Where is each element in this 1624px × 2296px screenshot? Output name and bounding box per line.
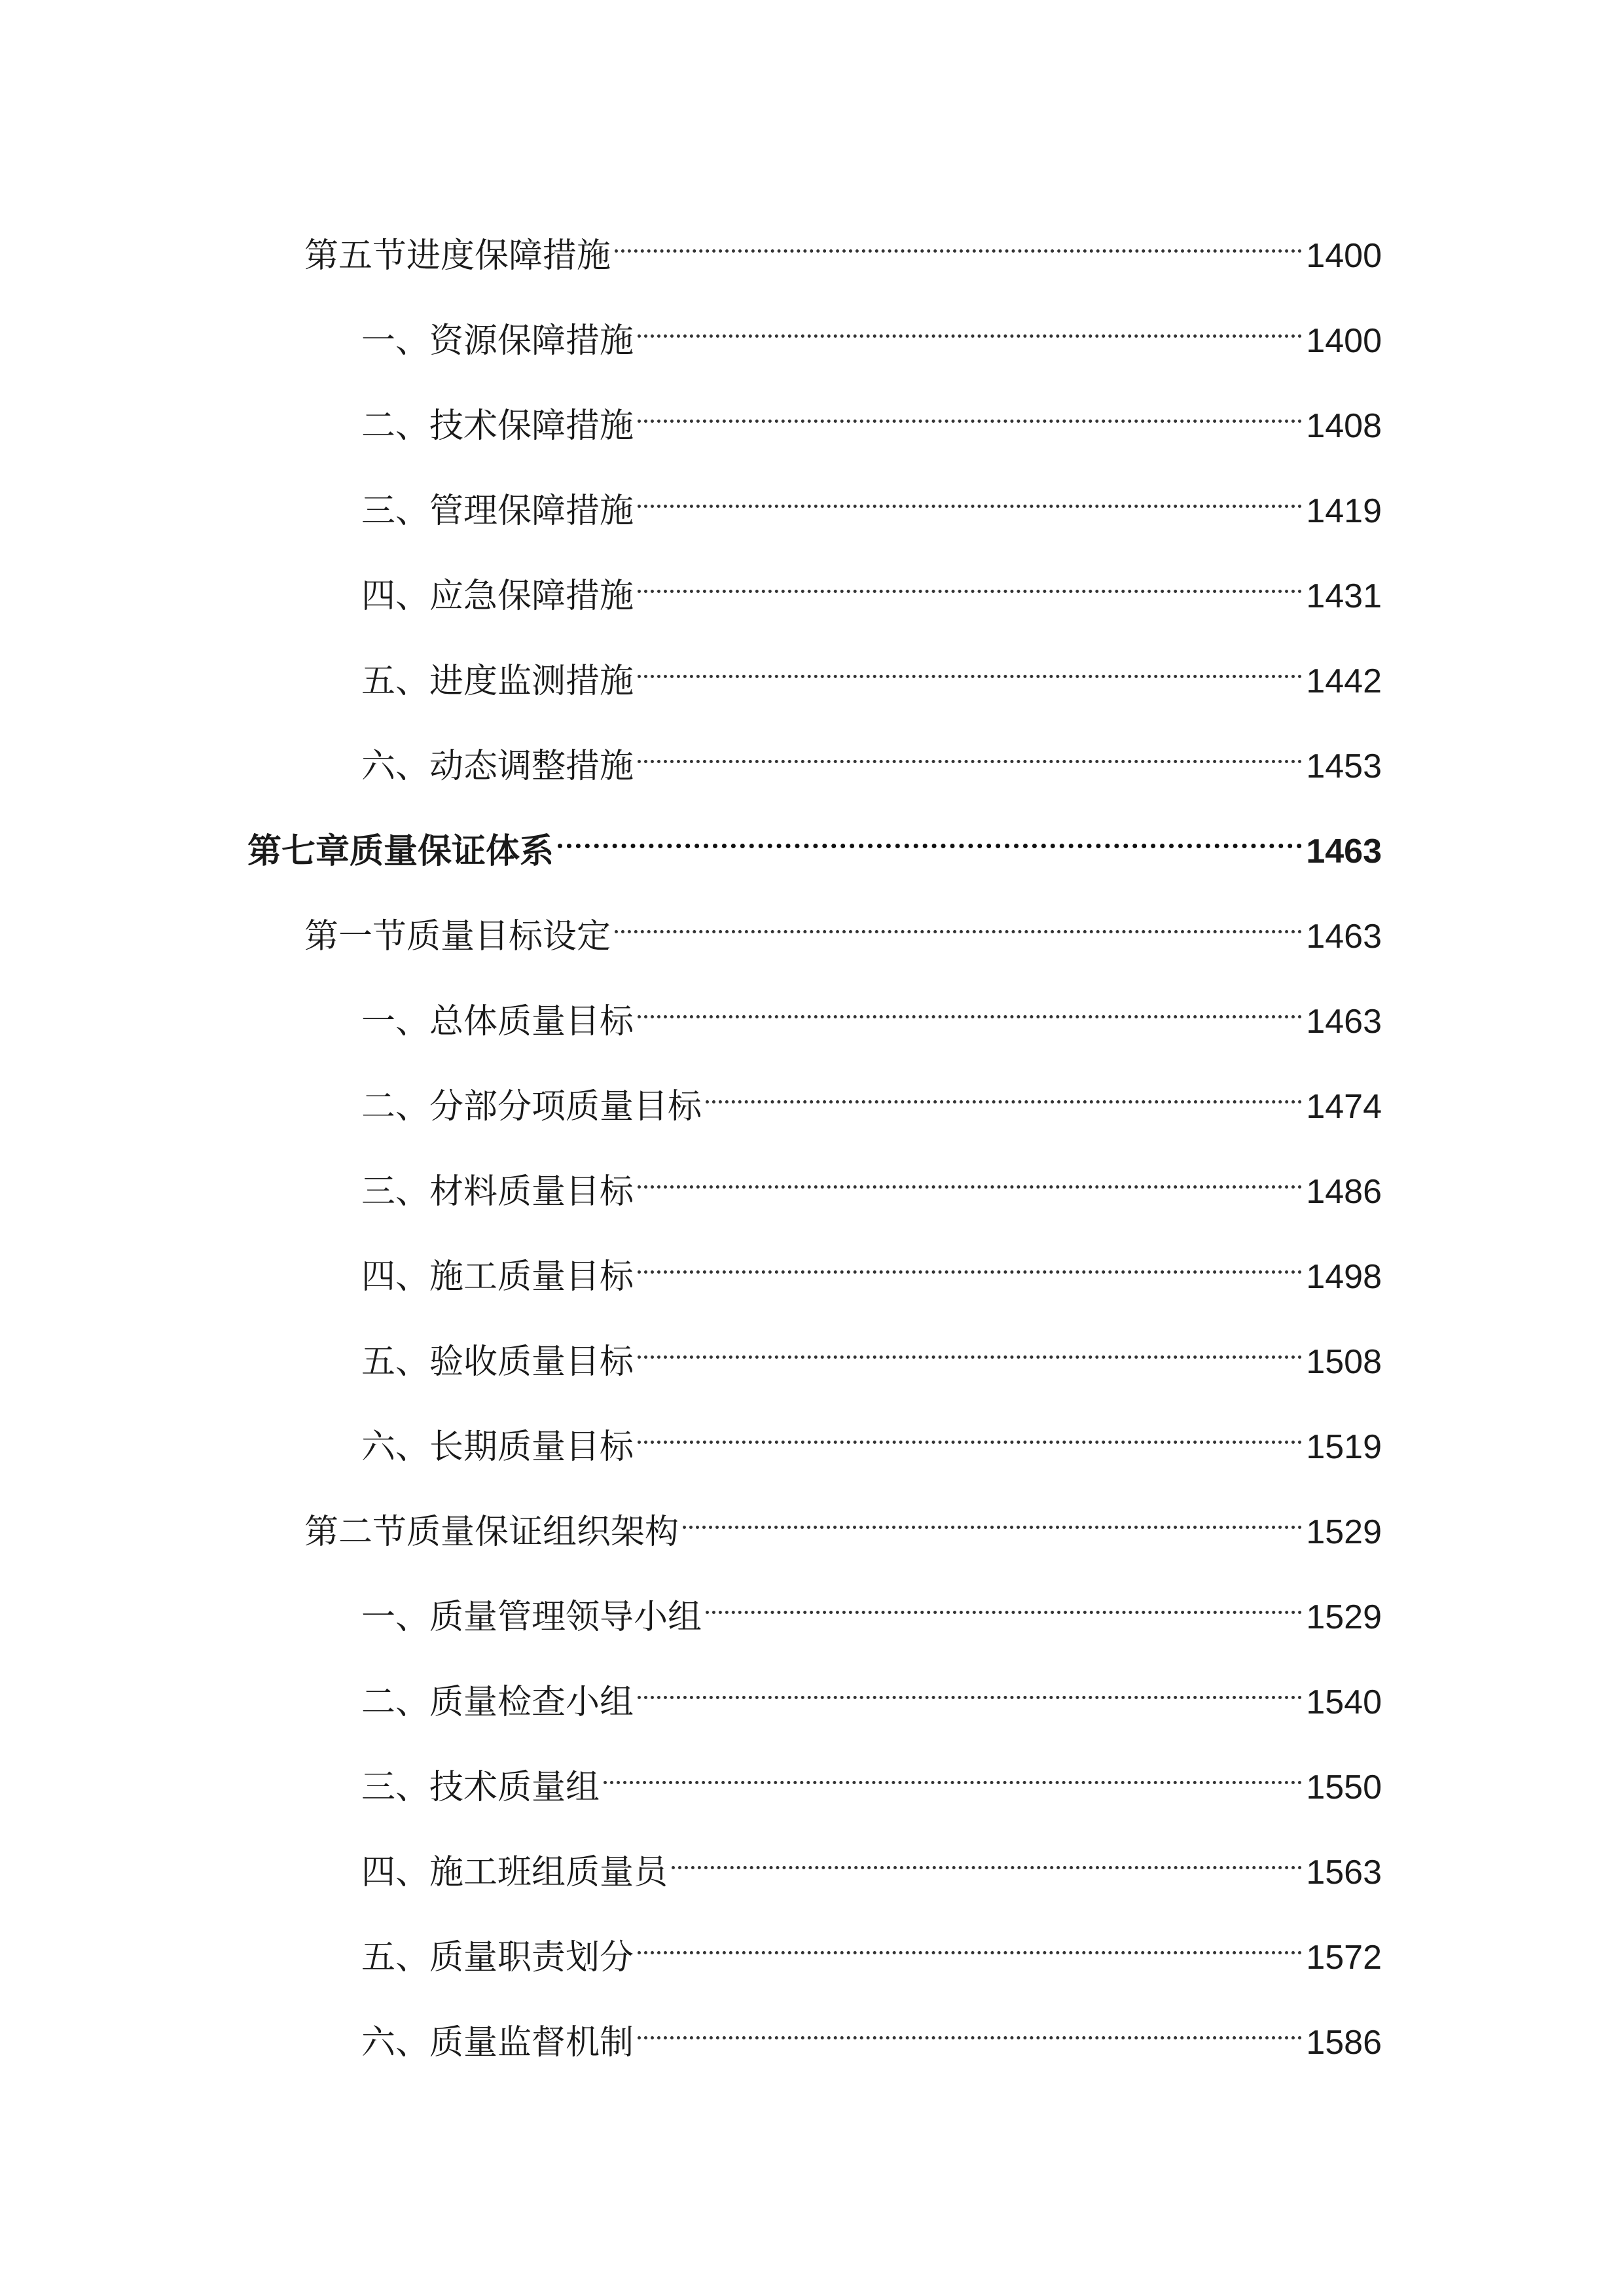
toc-entry-subsection[interactable] — [361, 2001, 1382, 2062]
dot-leader — [638, 555, 1302, 607]
toc-entry-subsection[interactable] — [361, 300, 1382, 361]
toc-entry-subsection[interactable] — [361, 1661, 1382, 1722]
dot-leader — [672, 1831, 1302, 1884]
toc-entry-page: 1586 — [1306, 2024, 1382, 2062]
dot-leader — [604, 1746, 1302, 1799]
toc-entry-page: 1442 — [1306, 662, 1382, 700]
dot-leader — [638, 300, 1302, 352]
toc-entry-title: 第二节质量保证组织架构 — [304, 1513, 679, 1552]
dot-leader — [638, 1236, 1302, 1288]
toc-entry-subsection[interactable] — [361, 1576, 1382, 1637]
toc-entry-page: 1400 — [1306, 322, 1382, 360]
dot-leader — [706, 1576, 1302, 1628]
dot-leader — [615, 215, 1302, 267]
toc-entry-title: 第五节进度保障措施 — [304, 236, 611, 276]
dot-leader — [615, 895, 1302, 948]
dot-leader — [638, 725, 1302, 778]
dot-leader — [638, 980, 1302, 1033]
toc-entry-title: 三、技术质量组 — [361, 1768, 600, 1807]
toc-entry-subsection[interactable] — [361, 470, 1382, 531]
toc-entry-title: 五、质量职责划分 — [361, 1938, 634, 1977]
toc-entry-page: 1408 — [1306, 407, 1382, 445]
toc-entry-subsection[interactable] — [361, 980, 1382, 1041]
dot-leader — [558, 810, 1302, 863]
dot-leader — [638, 2001, 1302, 2054]
toc-entry-title: 六、动态调整措施 — [361, 747, 634, 786]
toc-entry-subsection[interactable] — [361, 1406, 1382, 1467]
toc-entry-title: 五、进度监测措施 — [361, 662, 634, 701]
toc-entry-page: 1463 — [1306, 833, 1382, 870]
toc-entry-subsection[interactable] — [361, 725, 1382, 786]
toc-entry-page: 1400 — [1306, 237, 1382, 275]
toc-entry-title: 第一节质量目标设定 — [304, 917, 611, 956]
toc-entry-title: 四、施工班组质量员 — [361, 1853, 668, 1892]
toc-entry-title: 六、长期质量目标 — [361, 1427, 634, 1467]
dot-leader — [638, 1661, 1302, 1713]
toc-entry-subsection[interactable] — [361, 1831, 1382, 1892]
toc-entry-page: 1474 — [1306, 1088, 1382, 1126]
toc-entry-page: 1563 — [1306, 1854, 1382, 1892]
toc-entry-subsection[interactable] — [361, 1236, 1382, 1297]
toc-entry-title: 一、质量管理领导小组 — [361, 1598, 702, 1637]
toc-entry-subsection[interactable] — [361, 1066, 1382, 1126]
toc-entry-page: 1463 — [1306, 918, 1382, 956]
toc-entry-page: 1540 — [1306, 1683, 1382, 1721]
toc-entry-page: 1529 — [1306, 1598, 1382, 1636]
toc-entry-subsection[interactable] — [361, 385, 1382, 446]
toc-entry-subsection[interactable] — [361, 1746, 1382, 1807]
toc-entry-page: 1529 — [1306, 1513, 1382, 1551]
toc-entry-title: 四、施工质量目标 — [361, 1257, 634, 1297]
toc-entry-subsection[interactable] — [361, 555, 1382, 616]
toc-entry-title: 三、管理保障措施 — [361, 492, 634, 531]
toc-entry-title: 五、验收质量目标 — [361, 1342, 634, 1382]
dot-leader — [683, 1491, 1302, 1543]
toc-entry-page: 1519 — [1306, 1428, 1382, 1466]
toc-entry-title: 二、分部分项质量目标 — [361, 1087, 702, 1126]
toc-entry-page: 1419 — [1306, 492, 1382, 530]
dot-leader — [638, 1406, 1302, 1458]
toc-entry-section[interactable] — [304, 1491, 1382, 1552]
dot-leader — [638, 640, 1302, 692]
dot-leader — [638, 470, 1302, 522]
toc-entry-subsection[interactable] — [361, 1151, 1382, 1211]
toc-entry-page: 1550 — [1306, 1768, 1382, 1806]
toc-entry-page: 1572 — [1306, 1939, 1382, 1977]
toc-entry-page: 1498 — [1306, 1258, 1382, 1296]
toc-entry-page: 1431 — [1306, 577, 1382, 615]
toc-entry-subsection[interactable] — [361, 1916, 1382, 1977]
toc-entry-chapter[interactable] — [247, 810, 1382, 871]
dot-leader — [638, 1916, 1302, 1969]
dot-leader — [638, 385, 1302, 437]
toc-entry-title: 第七章质量保证体系 — [247, 832, 554, 871]
toc-entry-page: 1463 — [1306, 1003, 1382, 1041]
toc-entry-title: 二、技术保障措施 — [361, 406, 634, 446]
dot-leader — [638, 1151, 1302, 1203]
toc-entry-section[interactable] — [304, 895, 1382, 956]
toc-entry-page: 1508 — [1306, 1343, 1382, 1381]
toc-entry-title: 二、质量检查小组 — [361, 1683, 634, 1722]
toc-entry-subsection[interactable] — [361, 1321, 1382, 1382]
dot-leader — [638, 1321, 1302, 1373]
toc-entry-page: 1453 — [1306, 747, 1382, 785]
toc-entry-section[interactable] — [304, 215, 1382, 276]
toc-entry-page: 1486 — [1306, 1173, 1382, 1211]
toc-entry-title: 四、应急保障措施 — [361, 577, 634, 616]
toc-entry-title: 一、资源保障措施 — [361, 321, 634, 361]
toc-entry-subsection[interactable] — [361, 640, 1382, 701]
toc-entry-title: 一、总体质量目标 — [361, 1002, 634, 1041]
dot-leader — [706, 1066, 1302, 1118]
toc-entry-title: 六、质量监督机制 — [361, 2023, 634, 2062]
toc-entry-title: 三、材料质量目标 — [361, 1172, 634, 1211]
